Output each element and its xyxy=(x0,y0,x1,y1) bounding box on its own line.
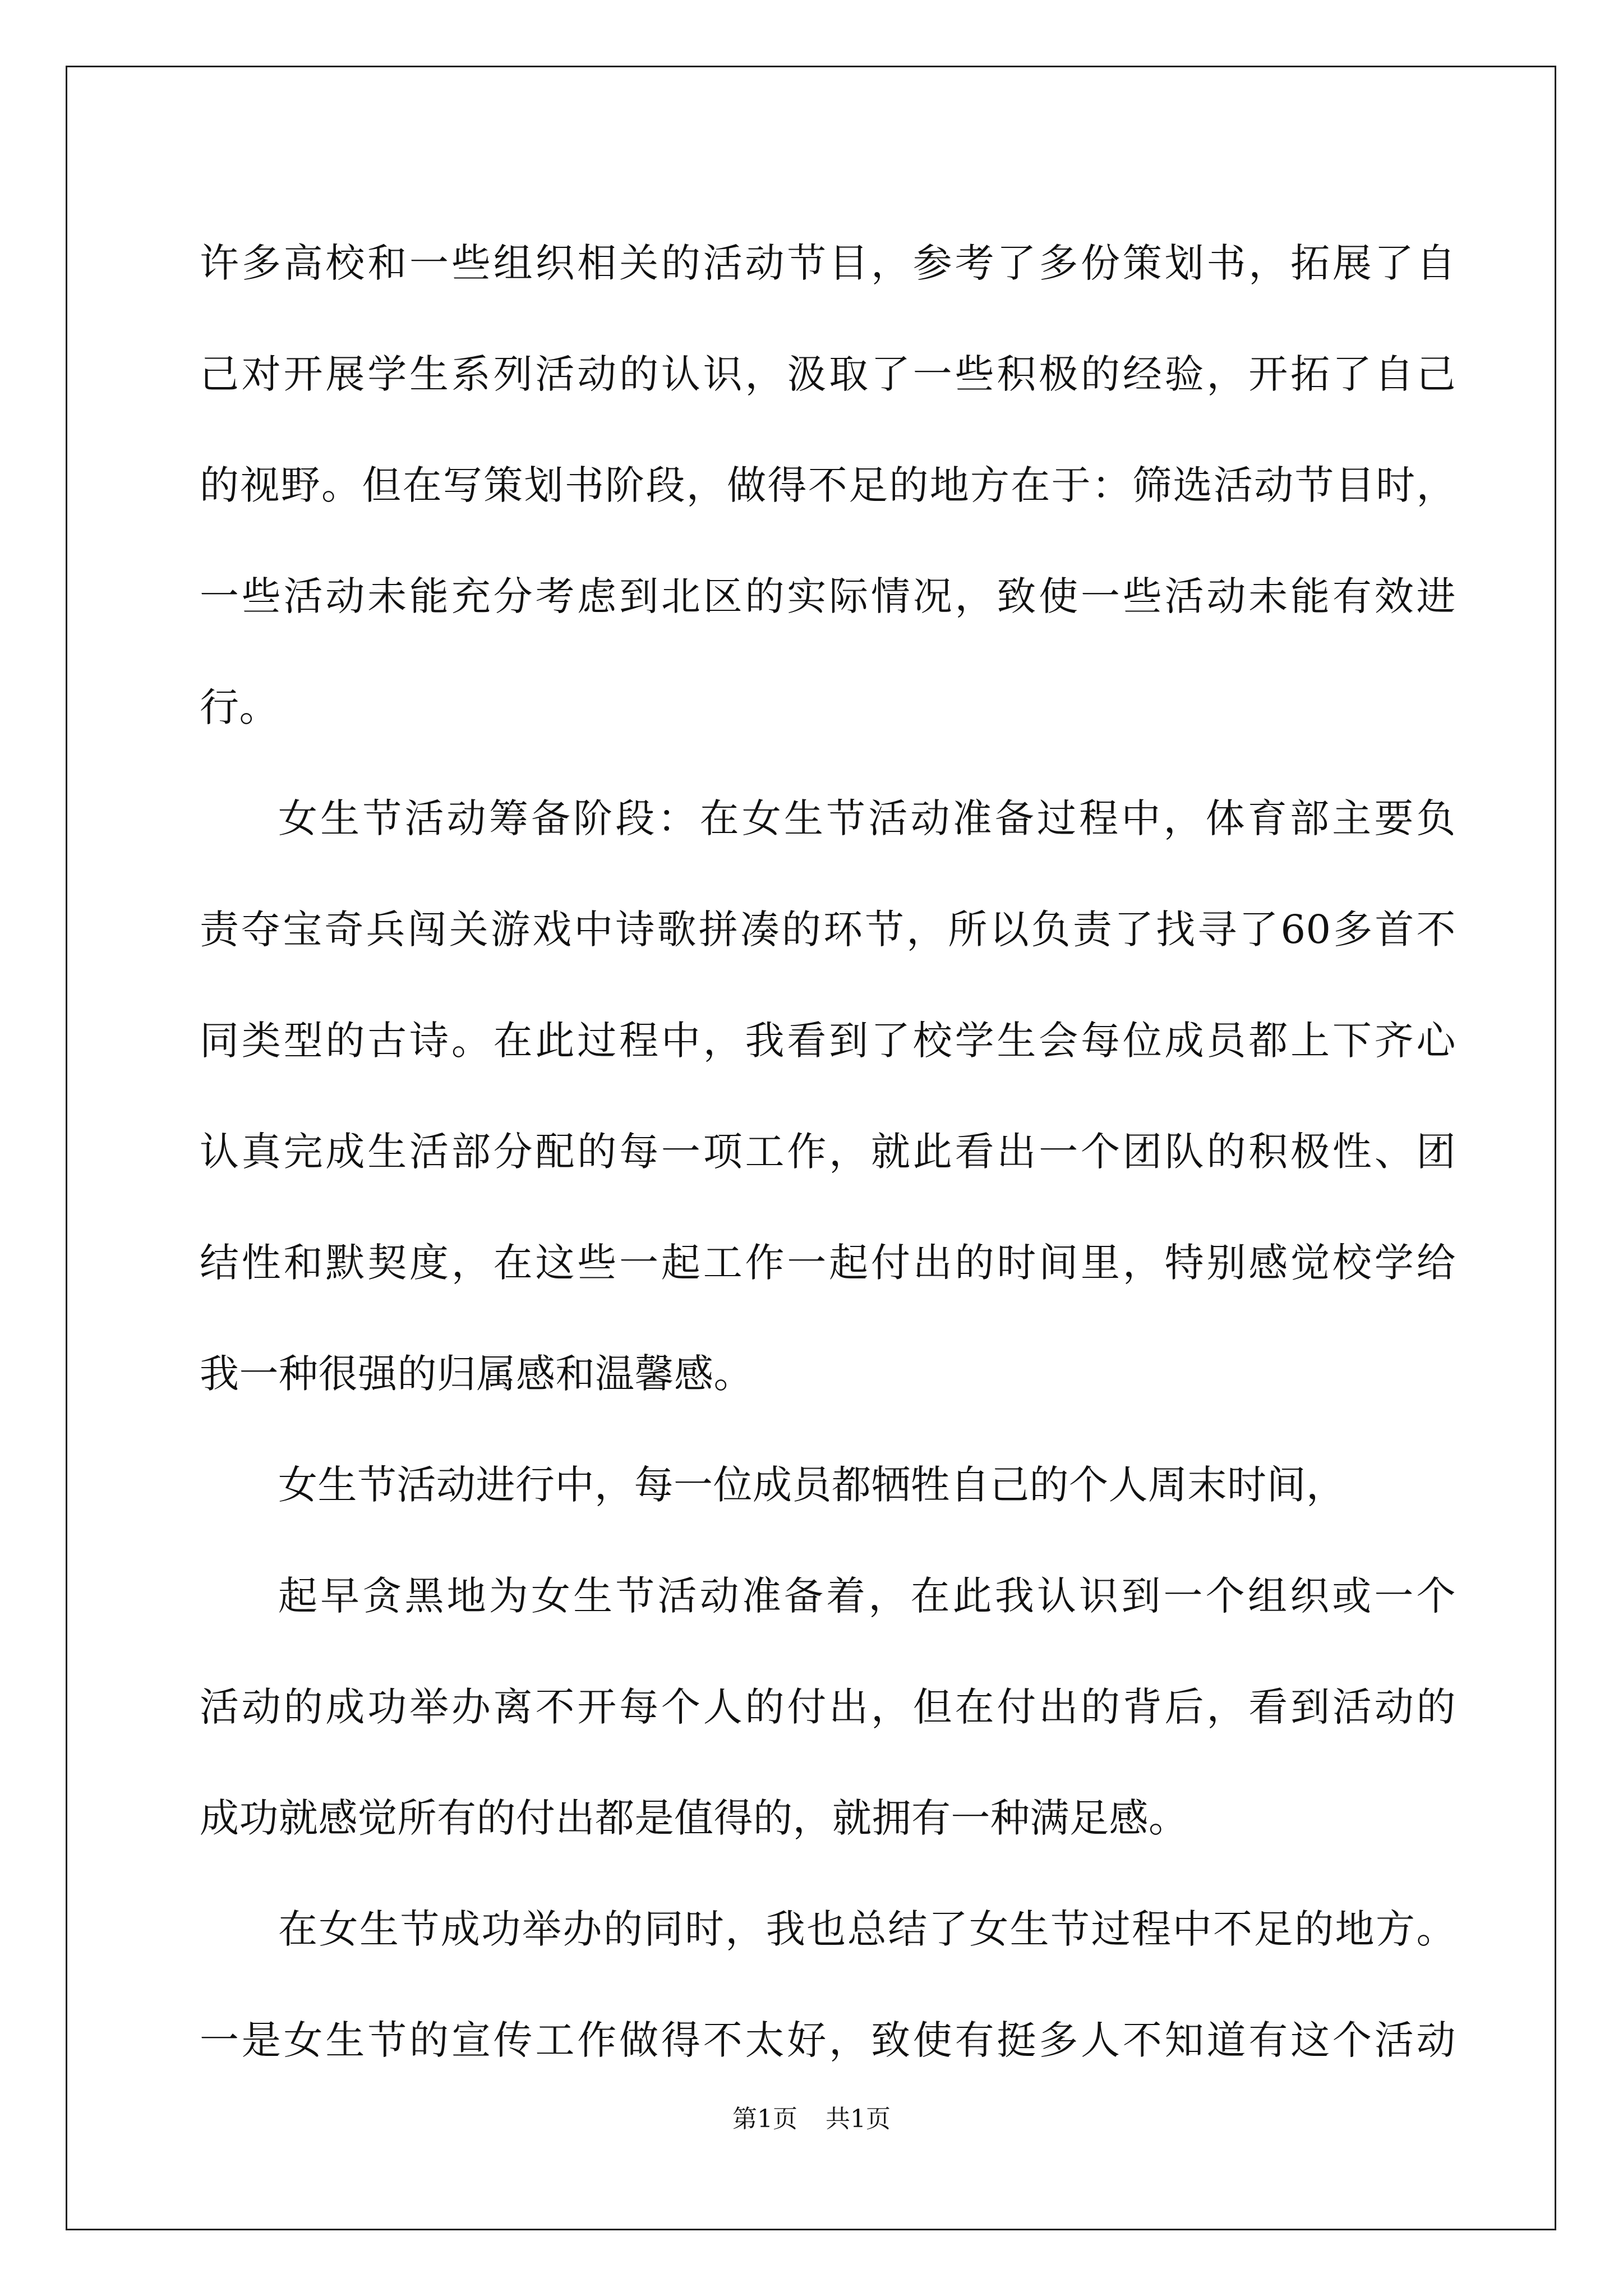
page-footer xyxy=(0,2102,1623,2136)
paragraph-first-line: 起早贪黑地为女生节活动准备着，在此我认识到一个组织或一个 xyxy=(278,1573,1456,1619)
text-line: 的视野。但在写策划书阶段，做得不足的地方在于：筛选活动节目时， xyxy=(200,462,1456,508)
text-line: 一些活动未能充分考虑到北区的实际情况，致使一些活动未能有效进 xyxy=(200,573,1456,619)
text-line: 认真完成生活部分配的每一项工作，就此看出一个团队的积极性、团 xyxy=(200,1129,1456,1175)
text-line: 行。 xyxy=(200,684,279,730)
text-line: 一是女生节的宣传工作做得不太好，致使有挺多人不知道有这个活动 xyxy=(200,2017,1456,2063)
page-number: 第1页 xyxy=(732,2105,797,2133)
text-line: 己对开展学生系列活动的认识，汲取了一些积极的经验，开拓了自己 xyxy=(200,351,1456,397)
page-total: 共1页 xyxy=(826,2105,891,2133)
text-line: 活动的成功举办离不开每个人的付出，但在付出的背后，看到活动的 xyxy=(200,1684,1456,1730)
text-line: 我一种很强的归属感和温馨感。 xyxy=(200,1351,753,1397)
paragraph-first-line: 在女生节成功举办的同时，我也总结了女生节过程中不足的地方。 xyxy=(278,1906,1456,1952)
document-body xyxy=(200,208,1456,2096)
paragraph-first-line: 女生节活动进行中，每一位成员都牺牲自己的个人周末时间， xyxy=(278,1462,1346,1508)
text-line: 结性和默契度，在这些一起工作一起付出的时间里，特别感觉校学给 xyxy=(200,1240,1456,1286)
text-line: 同类型的古诗。在此过程中，我看到了校学生会每位成员都上下齐心 xyxy=(200,1018,1456,1064)
paragraph-first-line: 女生节活动筹备阶段：在女生节活动准备过程中，体育部主要负 xyxy=(278,795,1456,841)
text-line: 责夺宝奇兵闯关游戏中诗歌拼凑的环节，所以负责了找寻了60多首不 xyxy=(200,907,1456,953)
text-line: 成功就感觉所有的付出都是值得的，就拥有一种满足感。 xyxy=(200,1795,1188,1841)
text-line: 许多高校和一些组织相关的活动节目，参考了多份策划书，拓展了自 xyxy=(200,240,1456,286)
